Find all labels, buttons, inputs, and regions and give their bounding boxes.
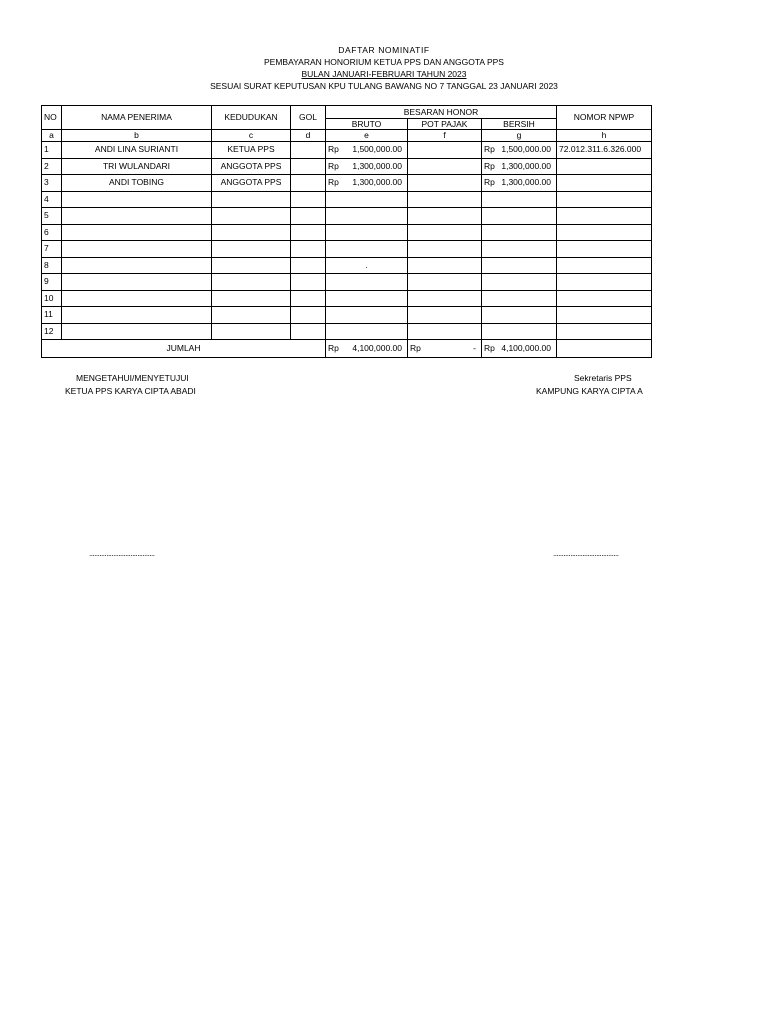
header-bruto: BRUTO bbox=[326, 119, 408, 130]
header-besaran: BESARAN HONOR bbox=[326, 106, 557, 119]
amount-value: 4,100,000.00 bbox=[501, 343, 551, 353]
header-kedudukan: KEDUDUKAN bbox=[212, 106, 291, 130]
row-npwp bbox=[557, 175, 652, 192]
row-bersih bbox=[482, 290, 557, 307]
index-cell: a bbox=[42, 130, 62, 142]
row-kedudukan: KETUA PPS bbox=[212, 142, 291, 159]
row-kedudukan bbox=[212, 323, 291, 340]
row-pot bbox=[408, 142, 482, 159]
row-pot bbox=[408, 241, 482, 258]
row-bersih bbox=[482, 191, 557, 208]
table-row bbox=[42, 142, 652, 159]
header-npwp: NOMOR NPWP bbox=[557, 106, 652, 130]
row-gol bbox=[291, 224, 326, 241]
index-cell: g bbox=[482, 130, 557, 142]
amount-value: - bbox=[473, 343, 476, 353]
row-nama bbox=[62, 307, 212, 324]
row-npwp bbox=[557, 290, 652, 307]
row-nama bbox=[62, 208, 212, 225]
row-kedudukan: ANGGOTA PPS bbox=[212, 175, 291, 192]
row-no: 11 bbox=[42, 307, 62, 324]
right-signature-line: ...................................... bbox=[553, 549, 619, 558]
row-gol bbox=[291, 257, 326, 274]
row-bruto bbox=[326, 191, 408, 208]
row-npwp bbox=[557, 158, 652, 175]
header-bersih: BERSIH bbox=[482, 119, 557, 130]
row-no: 1 bbox=[42, 142, 62, 159]
row-no: 4 bbox=[42, 191, 62, 208]
total-label: JUMLAH bbox=[42, 340, 326, 358]
row-npwp bbox=[557, 323, 652, 340]
table-row bbox=[42, 191, 652, 208]
row-bruto bbox=[326, 307, 408, 324]
row-npwp bbox=[557, 241, 652, 258]
currency-label: Rp bbox=[484, 144, 495, 155]
total-bruto bbox=[326, 340, 408, 358]
row-npwp bbox=[557, 257, 652, 274]
table-row bbox=[42, 274, 652, 291]
header-pot: POT PAJAK bbox=[408, 119, 482, 130]
row-bruto bbox=[326, 224, 408, 241]
row-pot bbox=[408, 175, 482, 192]
doc-period-text: BULAN JANUARI-FEBRUARI TAHUN 2023 bbox=[301, 69, 467, 79]
row-bersih bbox=[482, 208, 557, 225]
row-bruto: . bbox=[326, 257, 408, 274]
row-nama bbox=[62, 241, 212, 258]
left-signature-line: ...................................... bbox=[89, 549, 155, 558]
index-cell: f bbox=[408, 130, 482, 142]
row-npwp bbox=[557, 191, 652, 208]
row-bruto bbox=[326, 323, 408, 340]
row-kedudukan bbox=[212, 257, 291, 274]
row-nama bbox=[62, 290, 212, 307]
row-nama bbox=[62, 257, 212, 274]
currency-label: Rp bbox=[484, 343, 495, 353]
currency-label: Rp bbox=[328, 144, 339, 155]
index-cell: c bbox=[212, 130, 291, 142]
index-cell: b bbox=[62, 130, 212, 142]
row-gol bbox=[291, 307, 326, 324]
row-kedudukan bbox=[212, 191, 291, 208]
row-gol bbox=[291, 208, 326, 225]
row-gol bbox=[291, 191, 326, 208]
table-row bbox=[42, 323, 652, 340]
row-pot bbox=[408, 158, 482, 175]
table-row bbox=[42, 224, 652, 241]
row-no: 8 bbox=[42, 257, 62, 274]
row-bersih bbox=[482, 158, 557, 175]
row-gol bbox=[291, 175, 326, 192]
table-header-row bbox=[42, 106, 652, 119]
table-row bbox=[42, 208, 652, 225]
row-pot bbox=[408, 323, 482, 340]
total-npwp-blank bbox=[557, 340, 652, 358]
index-cell: h bbox=[557, 130, 652, 142]
right-signature-title: KAMPUNG KARYA CIPTA A bbox=[536, 386, 643, 396]
row-bersih bbox=[482, 307, 557, 324]
row-gol bbox=[291, 290, 326, 307]
currency-label: Rp bbox=[328, 160, 339, 171]
row-bruto bbox=[326, 290, 408, 307]
row-no: 9 bbox=[42, 274, 62, 291]
row-gol bbox=[291, 274, 326, 291]
row-bersih bbox=[482, 241, 557, 258]
table-row bbox=[42, 175, 652, 192]
row-bruto bbox=[326, 274, 408, 291]
row-pot bbox=[408, 274, 482, 291]
row-pot bbox=[408, 307, 482, 324]
row-bersih bbox=[482, 142, 557, 159]
row-bersih bbox=[482, 274, 557, 291]
row-nama: TRI WULANDARI bbox=[62, 158, 212, 175]
amount-value: 4,100,000.00 bbox=[352, 343, 402, 353]
row-kedudukan bbox=[212, 307, 291, 324]
row-npwp bbox=[557, 224, 652, 241]
currency-label: Rp bbox=[328, 177, 339, 188]
row-npwp bbox=[557, 274, 652, 291]
index-cell: d bbox=[291, 130, 326, 142]
currency-label: Rp bbox=[484, 177, 495, 188]
table-row bbox=[42, 158, 652, 175]
doc-period bbox=[0, 68, 768, 80]
row-no: 6 bbox=[42, 224, 62, 241]
row-gol bbox=[291, 142, 326, 159]
doc-title: DAFTAR NOMINATIF bbox=[338, 45, 430, 55]
left-signature-role: MENGETAHUI/MENYETUJUI bbox=[76, 373, 189, 383]
row-pot bbox=[408, 257, 482, 274]
amount-value: 1,300,000.00 bbox=[501, 160, 551, 171]
table-row bbox=[42, 257, 652, 274]
currency-label: Rp bbox=[328, 343, 339, 353]
row-no: 5 bbox=[42, 208, 62, 225]
amount-value: 1,300,000.00 bbox=[352, 160, 402, 171]
row-bruto bbox=[326, 142, 408, 159]
row-no: 10 bbox=[42, 290, 62, 307]
row-bruto bbox=[326, 241, 408, 258]
row-npwp bbox=[557, 307, 652, 324]
row-pot bbox=[408, 224, 482, 241]
total-row bbox=[42, 340, 652, 358]
row-gol bbox=[291, 323, 326, 340]
row-npwp: 72.012.311.6.326.000 bbox=[557, 142, 652, 159]
row-bersih bbox=[482, 323, 557, 340]
amount-value: 1,300,000.00 bbox=[501, 177, 551, 188]
row-bruto bbox=[326, 208, 408, 225]
row-no: 3 bbox=[42, 175, 62, 192]
header-nama: NAMA PENERIMA bbox=[62, 106, 212, 130]
doc-reference: SESUAI SURAT KEPUTUSAN KPU TULANG BAWANG NO 7 TANGGAL 23 JANUARI 2023 bbox=[210, 81, 558, 91]
table-row bbox=[42, 307, 652, 324]
total-pot bbox=[408, 340, 482, 358]
row-nama bbox=[62, 224, 212, 241]
row-bersih bbox=[482, 224, 557, 241]
left-signature-title: KETUA PPS KARYA CIPTA ABADI bbox=[65, 386, 196, 396]
doc-subtitle: PEMBAYARAN HONORIUM KETUA PPS DAN ANGGOTA PPS bbox=[264, 57, 504, 67]
row-kedudukan bbox=[212, 290, 291, 307]
row-bruto bbox=[326, 158, 408, 175]
index-cell: e bbox=[326, 130, 408, 142]
currency-label: Rp bbox=[484, 160, 495, 171]
row-kedudukan bbox=[212, 241, 291, 258]
row-nama bbox=[62, 274, 212, 291]
row-kedudukan bbox=[212, 224, 291, 241]
row-npwp bbox=[557, 208, 652, 225]
row-gol bbox=[291, 241, 326, 258]
right-signature-role: Sekretaris PPS bbox=[574, 373, 632, 383]
row-kedudukan bbox=[212, 208, 291, 225]
row-gol bbox=[291, 158, 326, 175]
row-pot bbox=[408, 290, 482, 307]
amount-value: 1,500,000.00 bbox=[352, 144, 402, 155]
header-no: NO bbox=[42, 106, 62, 130]
header-gol: GOL bbox=[291, 106, 326, 130]
currency-label: Rp bbox=[410, 343, 421, 353]
amount-value: 1,300,000.00 bbox=[352, 177, 402, 188]
row-no: 7 bbox=[42, 241, 62, 258]
row-bersih bbox=[482, 257, 557, 274]
row-bersih bbox=[482, 175, 557, 192]
row-no: 12 bbox=[42, 323, 62, 340]
table-row bbox=[42, 241, 652, 258]
row-kedudukan: ANGGOTA PPS bbox=[212, 158, 291, 175]
honor-table bbox=[41, 105, 652, 358]
row-nama bbox=[62, 323, 212, 340]
row-nama: ANDI TOBING bbox=[62, 175, 212, 192]
row-pot bbox=[408, 208, 482, 225]
row-bruto bbox=[326, 175, 408, 192]
total-bersih bbox=[482, 340, 557, 358]
table-index-row bbox=[42, 130, 652, 142]
row-nama: ANDI LINA SURIANTI bbox=[62, 142, 212, 159]
row-no: 2 bbox=[42, 158, 62, 175]
row-nama bbox=[62, 191, 212, 208]
amount-value: 1,500,000.00 bbox=[501, 144, 551, 155]
table-row bbox=[42, 290, 652, 307]
row-pot bbox=[408, 191, 482, 208]
row-kedudukan bbox=[212, 274, 291, 291]
